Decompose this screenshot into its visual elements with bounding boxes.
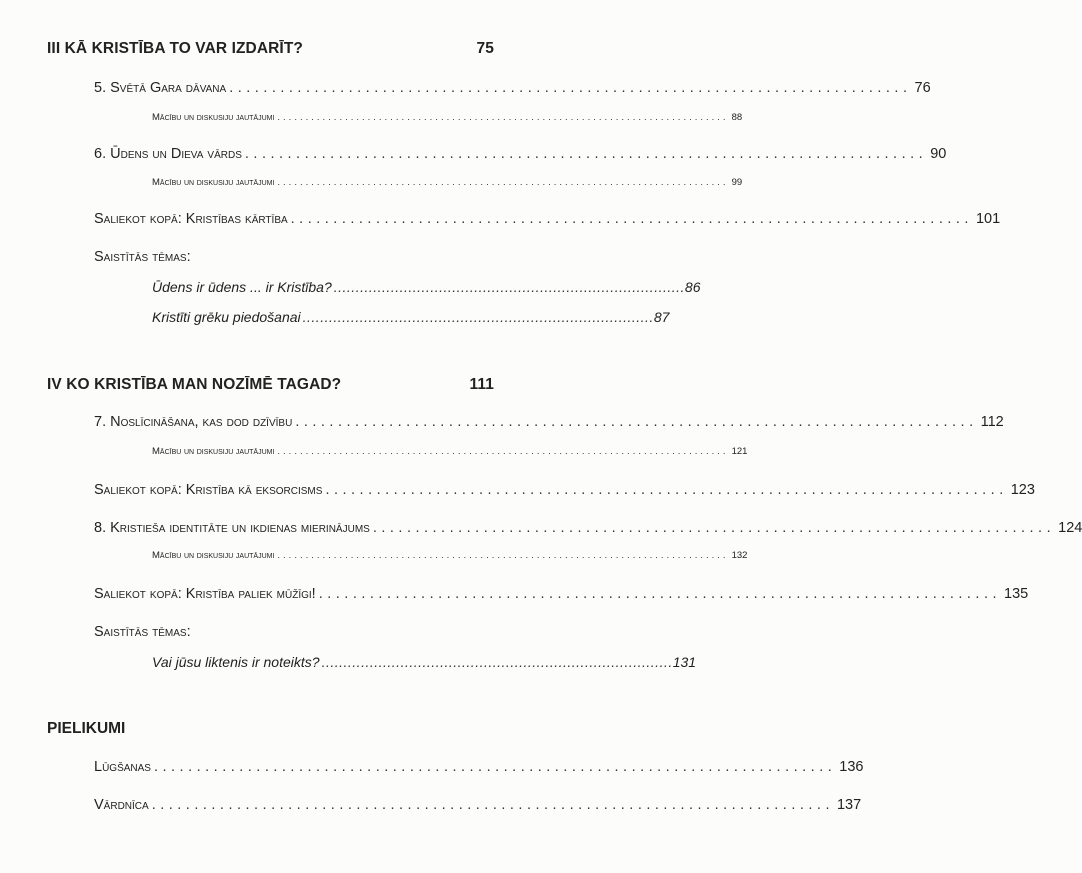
part-title: III KĀ KRISTĪBA TO VAR IZDARĪT? (47, 40, 303, 57)
toc-entry-chapter-5 (94, 80, 931, 96)
dot-leader: ................................................................................ (325, 482, 1008, 498)
toc-entry-summary-baptism-order (94, 211, 1001, 227)
dot-leader: ................................................................................ (290, 211, 973, 227)
entry-label: Ūdens ir ūdens ... ir Kristība? (152, 279, 332, 295)
entry-label: Kristīti grēku piedošanai (152, 309, 301, 325)
entry-label: Vai jūsu liktenis ir noteikts? (152, 654, 320, 670)
dot-leader: ................................................................................ (244, 146, 928, 162)
page-number: 99 (731, 177, 743, 188)
toc-subentry-chapter-7-questions (152, 446, 748, 457)
dot-leader: ................................................................................ (295, 414, 978, 430)
entry-label: 6. Ūdens un Dieva vārds (94, 146, 242, 162)
toc-theme-destiny (152, 654, 697, 670)
toc-entry-chapter-6 (94, 146, 947, 162)
dot-leader: ................................................................................ (318, 586, 1002, 602)
page-number: 87 (653, 309, 670, 325)
page-number: 136 (839, 759, 864, 775)
toc-theme-water (152, 279, 701, 295)
dot-leader: ................................................................................ (277, 550, 729, 561)
entry-label: Saliekot kopā: Kristības kārtība (94, 211, 288, 227)
page-number: 132 (731, 550, 748, 561)
page-number: 101 (975, 211, 1001, 227)
page-number: 112 (980, 414, 1004, 430)
dot-leader: ................................................................................ (302, 309, 654, 325)
page-number: 135 (1004, 586, 1029, 602)
entry-label: 5. Svētā Gara dāvana (94, 80, 227, 96)
page-number: 111 (469, 376, 494, 393)
page-number: 86 (684, 279, 701, 295)
dot-leader: ................................................................................ (333, 279, 685, 295)
dot-leader: ................................................................................ (277, 446, 729, 457)
entry-label: Mācību un diskusiju jautājumi (152, 446, 275, 457)
entry-label: Saliekot kopā: Kristība paliek mūžīgi! (94, 586, 316, 602)
page-number: 121 (731, 446, 748, 457)
toc-entry-summary-exorcism (94, 482, 1035, 498)
entry-label: Mācību un diskusiju jautājumi (152, 177, 275, 188)
toc-subentry-chapter-6-questions (152, 177, 743, 188)
toc-subentry-chapter-5-questions (152, 112, 743, 123)
page-number: 75 (476, 40, 494, 57)
page-number: 123 (1010, 482, 1035, 498)
toc-entry-summary-eternal (94, 586, 1029, 602)
dot-leader: ................................................................................ (372, 520, 1056, 536)
entry-label: Saliekot kopā: Kristība kā eksorcisms (94, 482, 323, 498)
dot-leader: ................................................................................ (153, 759, 837, 775)
toc-entry-glossary (94, 797, 862, 813)
entry-label: 8. Kristieša identitāte un ikdienas mierinājums (94, 520, 370, 536)
part-title: IV KO KRISTĪBA MAN NOZĪMĒ TAGAD? (47, 376, 342, 393)
dot-leader: ................................................................................ (277, 112, 729, 123)
dot-leader: ................................................................................ (277, 177, 729, 188)
entry-label: Vārdnīca (94, 797, 149, 813)
toc-subentry-chapter-8-questions (152, 550, 748, 561)
entry-label: Lūgšanas (94, 759, 151, 775)
dot-leader: ................................................................................ (151, 797, 834, 813)
toc-entry-prayers (94, 759, 864, 775)
part-4-heading (47, 376, 494, 394)
entry-label: 7. Noslīcināšana, kas dod dzīvību (94, 414, 293, 430)
entry-label: Mācību un diskusiju jautājumi (152, 550, 275, 561)
page-number: 137 (836, 797, 862, 813)
toc-entry-chapter-7 (94, 414, 1004, 430)
related-themes-label: Saistītās tēmas: (94, 249, 191, 265)
toc-entry-chapter-8 (94, 520, 1082, 536)
appendix-heading: PIELIKUMI (47, 720, 126, 737)
dot-leader: ................................................................................ (321, 654, 673, 670)
page-number: 131 (672, 654, 697, 670)
toc-theme-forgiveness (152, 309, 670, 325)
page-number: 88 (731, 112, 743, 123)
dot-leader: ................................................................................ (229, 80, 912, 96)
page-number: 76 (914, 80, 931, 96)
page-number: 90 (930, 146, 947, 162)
part-3-heading (47, 40, 494, 58)
page-number: 124 (1058, 520, 1082, 536)
related-themes-label: Saistītās tēmas: (94, 624, 191, 640)
entry-label: Mācību un diskusiju jautājumi (152, 112, 275, 123)
